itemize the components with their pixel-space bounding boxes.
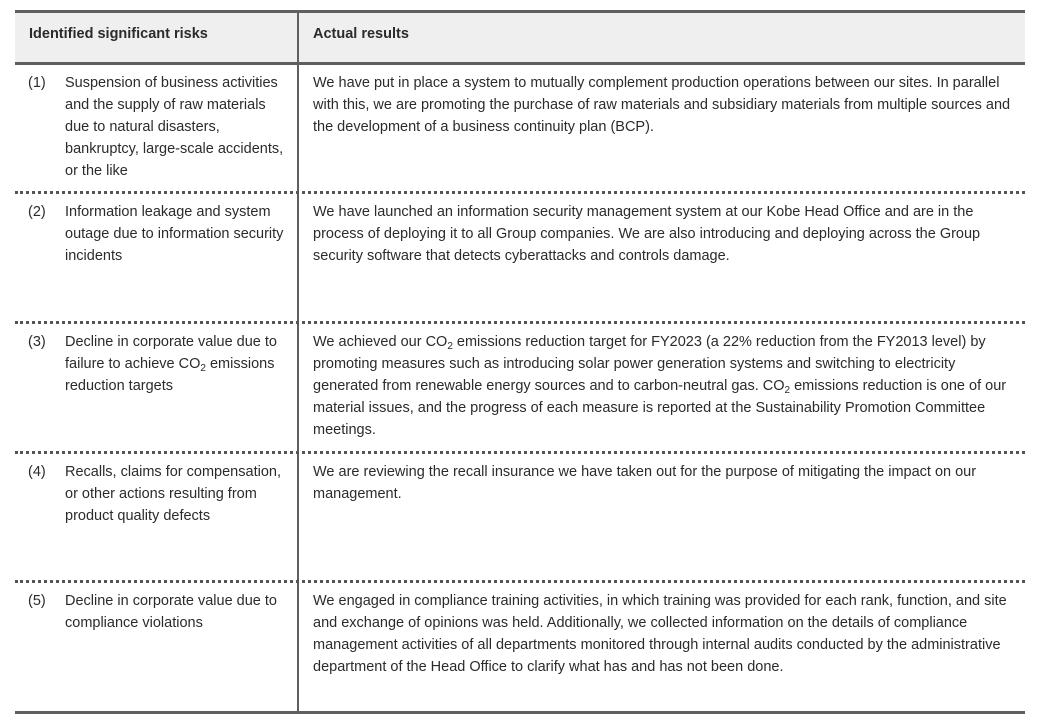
- risk-number: (2): [28, 204, 46, 220]
- result-text: We have launched an information security management system at our Kobe Head Office and are in the process of deploying it to all Group companies. We are also introducing and deploying across the Group security software that detects cyberattacks and controls damage.: [313, 204, 981, 264]
- risk-number: (1): [28, 75, 46, 91]
- result-text: [299, 324, 1025, 451]
- header-results: Actual results: [313, 26, 409, 42]
- risk-cell: [15, 324, 299, 451]
- risk-text-subscript: 2: [200, 363, 206, 374]
- table-header: [15, 13, 1025, 65]
- risk-cell: [15, 454, 299, 580]
- table-row: [15, 454, 1025, 583]
- result-text-subscript-2: 2: [784, 385, 791, 396]
- risk-number: (3): [28, 334, 46, 350]
- risk-text: [65, 331, 297, 451]
- result-text: We are reviewing the recall insurance we have taken out for the purpose of mitigating the impact on our management.: [313, 464, 977, 502]
- risk-cell: [15, 583, 299, 711]
- risk-text: Suspension of business activities and the supply of raw materials due to natural disasters, bankruptcy, large-scale accidents, or the like: [65, 75, 284, 179]
- risk-text-post: emissions reduction targets: [65, 356, 275, 394]
- result-text-pre: We achieved our CO: [313, 334, 448, 350]
- table-row: [15, 324, 1025, 454]
- table-row: [15, 65, 1025, 194]
- table-row: [15, 194, 1025, 324]
- result-text-mid: emissions reduction target for FY2023 (a 22% reduction from the FY2013 level) by promoting measures such as introducing solar power generation systems and switching to electricity generated from renewable energy sources and to carbon-neutral gas. CO: [313, 334, 986, 394]
- risk-text: Decline in corporate value due to compliance violations: [65, 593, 277, 631]
- risk-text-pre: Decline in corporate value due to failure to achieve CO: [65, 334, 277, 372]
- risk-text: Information leakage and system outage due to information security incidents: [65, 204, 284, 264]
- result-text: We engaged in compliance training activities, in which training was provided for each rank, function, and site and exchange of opinions was held. Additionally, we collected information on the details of compliance management activities of all departments monitored through internal audits conducted by the administrative department of the Head Office to clarify what has and has not been done.: [313, 593, 1007, 675]
- risk-cell: [15, 65, 299, 191]
- risk-number: (5): [28, 593, 46, 609]
- risk-cell: [15, 194, 299, 321]
- risks-results-table: [15, 10, 1025, 714]
- result-text-post: emissions reduction is one of our material issues, and the progress of each measure is reported at the Sustainability Promotion Committee meetings.: [313, 378, 1007, 438]
- result-text-subscript: 2: [447, 341, 453, 352]
- risk-number: (4): [28, 464, 46, 480]
- header-risks: Identified significant risks: [15, 13, 299, 62]
- result-text: We have put in place a system to mutually complement production operations between our sites. In parallel with this, we are promoting the purchase of raw materials and subsidiary materials from multiple sources and the development of a business continuity plan (BCP).: [313, 75, 1011, 135]
- risk-text: Recalls, claims for compensation, or other actions resulting from product quality defects: [65, 464, 281, 524]
- table-row: [15, 583, 1025, 711]
